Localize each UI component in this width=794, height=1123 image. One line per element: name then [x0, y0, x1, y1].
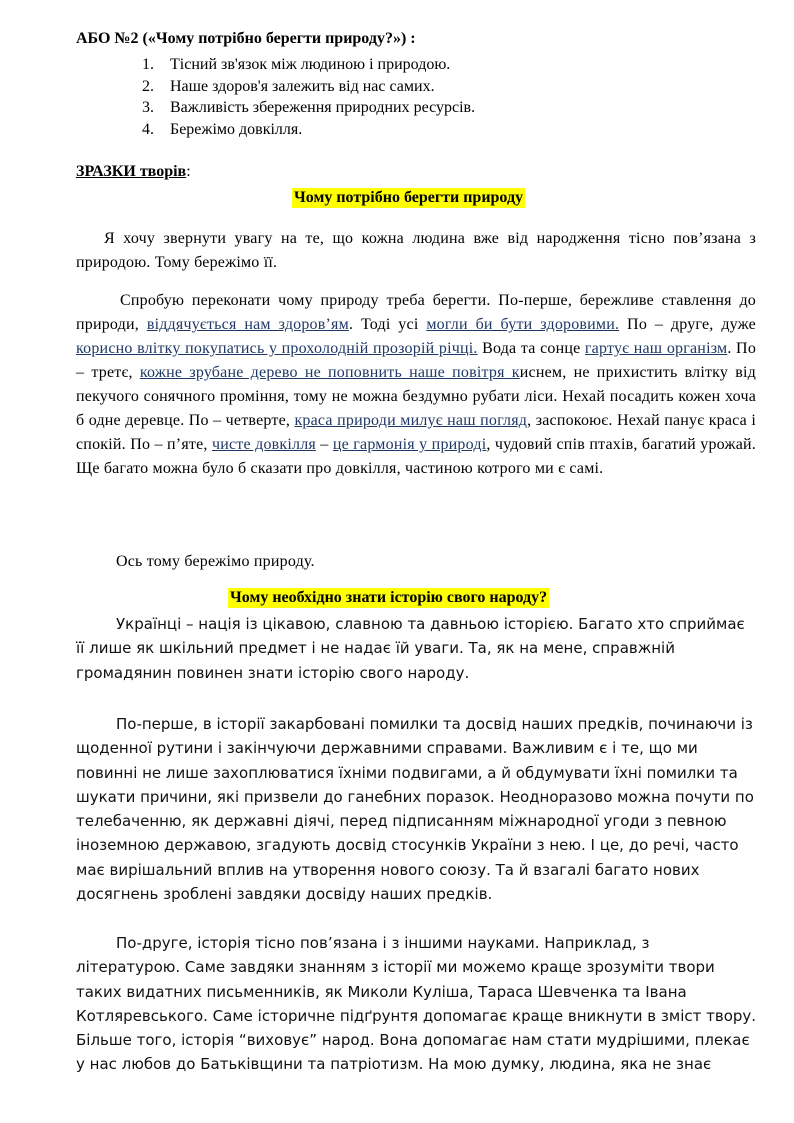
- paragraph-text: [76, 289, 756, 481]
- essay1-paragraph-3: [76, 550, 756, 574]
- underlined-phrase: корисно влітку покупатись у прохолодній прозорій річці.: [76, 340, 478, 357]
- essay1-paragraph-1: [76, 227, 756, 275]
- samples-label: [76, 163, 191, 181]
- underlined-phrase: краса природи милує наш погляд: [294, 412, 528, 429]
- essay2-paragraph-2: [76, 712, 756, 906]
- list-item-number: 4.: [142, 120, 154, 138]
- essay2-paragraph-3: [76, 931, 756, 1077]
- underlined-phrase: могли би бути здоровими.: [426, 316, 620, 333]
- text-line: літературою. Саме завдяки знанням з історії ми можемо краще зрозуміти твори: [76, 958, 715, 977]
- text-line: щоденної рутини і закінчуючи державними справами. Важливим є і те, що ми: [76, 739, 698, 758]
- text-line: шукати причини, які призвели до ганебних поразок. Неодноразово можна почути по: [76, 787, 754, 806]
- topic-heading: АБО №2 («Чому потрібно берегти природу?») :: [76, 30, 416, 47]
- text-line: По-друге, історія тісно пов’язана і з іншими науками. Наприклад, з: [116, 934, 650, 952]
- underlined-phrase: чисте довкілля: [211, 436, 316, 453]
- underlined-phrase: гартує наш організм: [584, 340, 728, 357]
- list-item: [142, 76, 475, 98]
- samples-label-text: ЗРАЗКИ творів: [76, 163, 187, 180]
- list-item: [142, 119, 475, 141]
- text-run: –: [315, 436, 333, 453]
- text-line: По-перше, в історії закарбовані помилки та досвід наших предків, починаючи із: [116, 715, 753, 733]
- text-line: громадянин повинен знати історію свого народу.: [76, 663, 470, 682]
- paragraph-text: Ось тому бережімо природу.: [116, 553, 315, 570]
- essay2-title: Чому необхідно знати історію свого народу?: [230, 589, 548, 606]
- list-item-text: Наше здоров'я залежить від нас самих.: [170, 77, 435, 95]
- list-item-number: 1.: [142, 56, 154, 73]
- essay2-paragraph-1: [76, 612, 756, 685]
- text-line: у нас любов до Батьківщини та патріотизм. На мою думку, людина, яка не знає: [76, 1055, 712, 1074]
- text-run: иснем, не прихистить влітку від пекучого сонячного проміння, тому не можна бездумно рубати ліси. Нехай посадить кожен хоча б одне деревце. По – четверте,: [76, 364, 757, 429]
- text-line: Українці – нація із цікавою, славною та давньою історією. Багато хто сприймає: [116, 615, 745, 633]
- text-line: досягнень зроблені завдяки досвіду наших предків.: [76, 885, 493, 904]
- text-line: таких видатних письменників, як Миколи Куліша, Тараса Шевченка та Івана: [76, 982, 687, 1001]
- text-line: Котляревського. Саме історичне підґрунтя допомагає краще вникнути в зміст твору.: [76, 1006, 757, 1025]
- text-run: , заспокоює. Нехай панує краса і спокій. По – п’яте,: [76, 412, 756, 453]
- text-run: , чудовий спів птахів, багатий урожай. Ще багато можна було б сказати про довкілля, частиною котрого ми є самі.: [76, 436, 756, 477]
- underlined-phrase: кожне зрубане дерево не поповнить наше повітря к: [139, 364, 520, 381]
- text-line: телебаченню, як державні діячі, перед підписанням міжнародної угоди з певною: [76, 812, 727, 831]
- text-line: Більше того, історія “виховує” народ. Вона допомагає нам стати мудрішими, плекає: [76, 1031, 750, 1050]
- text-run: . По – третє,: [76, 340, 757, 381]
- underlined-phrase: віддячується нам здоров’ям: [146, 316, 349, 333]
- text-run: Вода та сонце: [477, 340, 585, 357]
- paragraph-text: Я хочу звернути увагу на те, що кожна людина вже від народження тісно пов’язана з природою. Тому бережімо її.: [76, 230, 756, 271]
- essay1-paragraph-2: [76, 289, 756, 481]
- list-item: [142, 97, 475, 119]
- text-run: . Тоді усі: [348, 316, 427, 333]
- topic-plan-list: [142, 54, 475, 140]
- list-item-text: Важливість збереження природних ресурсів.: [170, 99, 476, 116]
- text-line: повинні не лише захоплюватися їхніми подвигами, а й обдумувати їхні помилки та: [76, 763, 738, 782]
- list-item: [142, 54, 475, 76]
- text-run: Спробую переконати чому природу треба берегти. По-перше, бережливе ставлення до природи,: [76, 292, 756, 333]
- list-item-number: 3.: [142, 99, 154, 116]
- essay1-title: Чому потрібно берегти природу: [294, 189, 524, 206]
- text-line: має вирішальний вплив на утворення нового союзу. Та й взагалі багато нових: [76, 860, 700, 879]
- text-run: По – друге, дуже: [619, 316, 756, 333]
- samples-label-colon: :: [186, 163, 191, 180]
- list-item-text: Тісний зв'язок між людиною і природою.: [170, 56, 451, 73]
- list-item-text: Бережімо довкілля.: [170, 120, 303, 138]
- text-line: іноземною державою, згадують досвід стосунків України з нею. І це, до речі, часто: [76, 836, 739, 855]
- list-item-number: 2.: [142, 77, 154, 95]
- text-line: її лише як шкільний предмет і не надає їй уваги. Та, як на мене, справжній: [76, 639, 675, 658]
- underlined-phrase: це гармонія у природі: [332, 436, 487, 453]
